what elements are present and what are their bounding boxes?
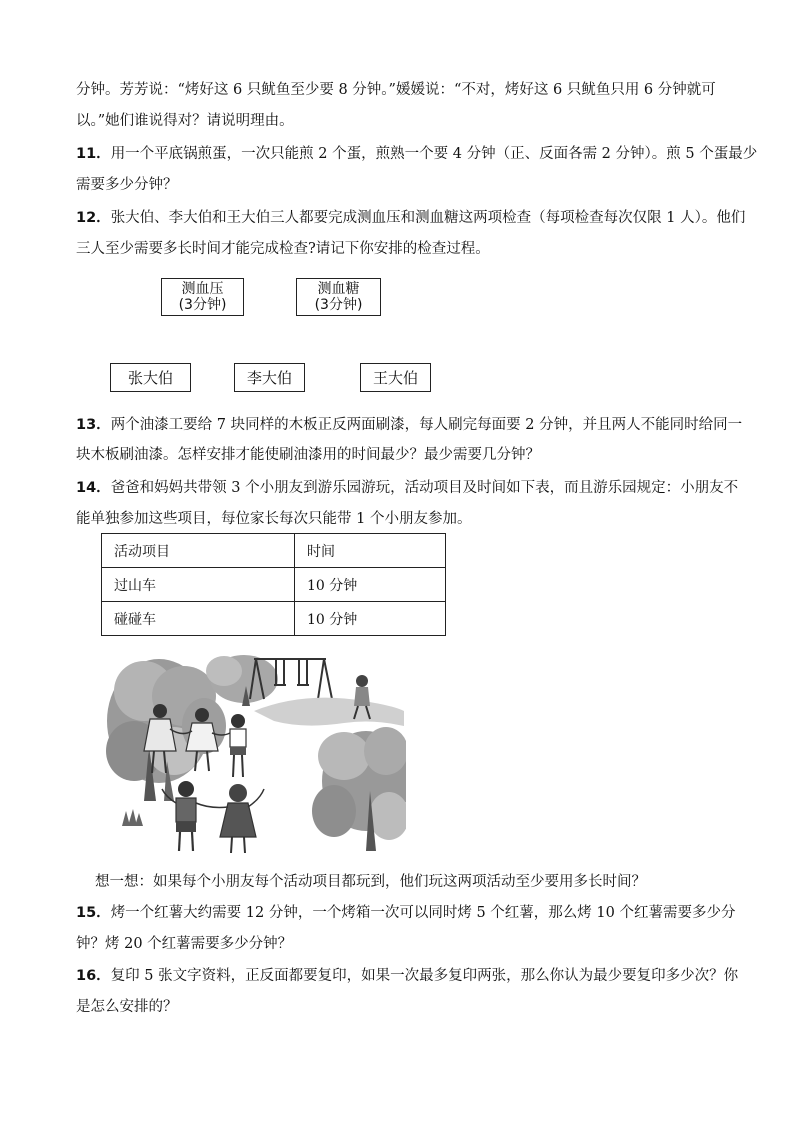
text-line-continuation-1: 分钟。芳芳说：“烤好这 6 只鱿鱼至少要 8 分钟。”媛媛说：“不对，烤好这 6 只鱿鱼只用 6 分钟就可 xyxy=(76,82,716,98)
table-header-activity: 活动项目 xyxy=(102,534,295,568)
question-14-text-1: 爸爸和妈妈共带领 3 个小朋友到游乐园游玩，活动项目及时间如下表，而且游乐园规定：小朋友不 xyxy=(110,480,739,496)
question-15-text-1: 烤一个红薯大约需要 12 分钟，一个烤箱一次可以同时烤 5 个红薯，那么烤 10 个红薯需要多少分 xyxy=(110,905,736,921)
question-13-line-2: 块木板刷油漆。怎样安排才能使刷油漆用的时间最少？最少需要几分钟？ xyxy=(76,447,540,463)
blood-sugar-box xyxy=(296,278,381,316)
blood-pressure-box xyxy=(161,278,244,316)
question-11-line-1 xyxy=(76,144,757,164)
question-14-line-2: 能单独参加这些项目，每位家长每次只能带 1 个小朋友参加。 xyxy=(76,511,472,527)
question-15-line-1 xyxy=(76,903,735,923)
table-header-row xyxy=(102,534,446,568)
table-row xyxy=(102,568,446,602)
question-11-number: 11． xyxy=(76,146,111,162)
question-12-line-1 xyxy=(76,208,745,228)
blood-sugar-time: (3分钟) xyxy=(314,297,363,313)
question-16-line-1 xyxy=(76,966,738,986)
table-cell-activity: 过山车 xyxy=(102,568,295,602)
person-box-li: 李大伯 xyxy=(234,363,305,392)
question-12-text-1: 张大伯、李大伯和王大伯三人都要完成测血压和测血糖这两项检查（每项检查每次仅限 1 人）。他们 xyxy=(110,210,746,226)
person-box-zhang: 张大伯 xyxy=(110,363,191,392)
blood-pressure-time: (3分钟) xyxy=(178,297,227,313)
table-header-time: 时间 xyxy=(295,534,446,568)
path-shape xyxy=(254,698,404,726)
question-13-number: 13． xyxy=(76,417,111,433)
question-12-number: 12． xyxy=(76,210,111,226)
question-14-line-1 xyxy=(76,478,738,498)
question-14-number: 14． xyxy=(76,480,111,496)
playground-illustration xyxy=(104,651,406,857)
think-question: 想一想：如果每个小朋友每个活动项目都玩到，他们玩这两项活动至少要用多长时间？ xyxy=(95,874,646,890)
blood-sugar-label: 测血糖 xyxy=(317,281,360,297)
table-cell-time: 10 分钟 xyxy=(295,602,446,636)
table-row xyxy=(102,602,446,636)
question-15-number: 15． xyxy=(76,905,111,921)
right-tree xyxy=(312,727,406,851)
text-line-continuation-2: 以。”她们谁说得对？请说明理由。 xyxy=(76,113,294,129)
grass-icon xyxy=(122,809,143,826)
question-13-line-1 xyxy=(76,415,742,435)
table-cell-activity: 碰碰车 xyxy=(102,602,295,636)
question-13-text-1: 两个油漆工要给 7 块同样的木板正反两面刷漆，每人刷完每面要 2 分钟，并且两人不能同时给同一 xyxy=(110,417,743,433)
question-16-line-2: 是怎么安排的？ xyxy=(76,999,178,1015)
question-16-text-1: 复印 5 张文字资料，正反面都要复印，如果一次最多复印两张，那么你认为最少要复印多少次？你 xyxy=(110,968,739,984)
question-11-text-1: 用一个平底锅煎蛋，一次只能煎 2 个蛋，煎熟一个要 4 分钟（正、反面各需 2 分钟）。煎 5 个蛋最少 xyxy=(110,146,758,162)
blood-pressure-label: 测血压 xyxy=(181,281,224,297)
middle-tree xyxy=(206,655,278,706)
activity-table xyxy=(101,533,446,636)
table-cell-time: 10 分钟 xyxy=(295,568,446,602)
question-12-line-2: 三人至少需要多长时间才能完成检查?请记下你安排的检查过程。 xyxy=(76,241,490,257)
person-box-wang: 王大伯 xyxy=(360,363,431,392)
question-15-line-2: 钟？烤 20 个红薯需要多少分钟？ xyxy=(76,936,293,952)
question-16-number: 16． xyxy=(76,968,111,984)
question-11-line-2: 需要多少分钟？ xyxy=(76,177,178,193)
